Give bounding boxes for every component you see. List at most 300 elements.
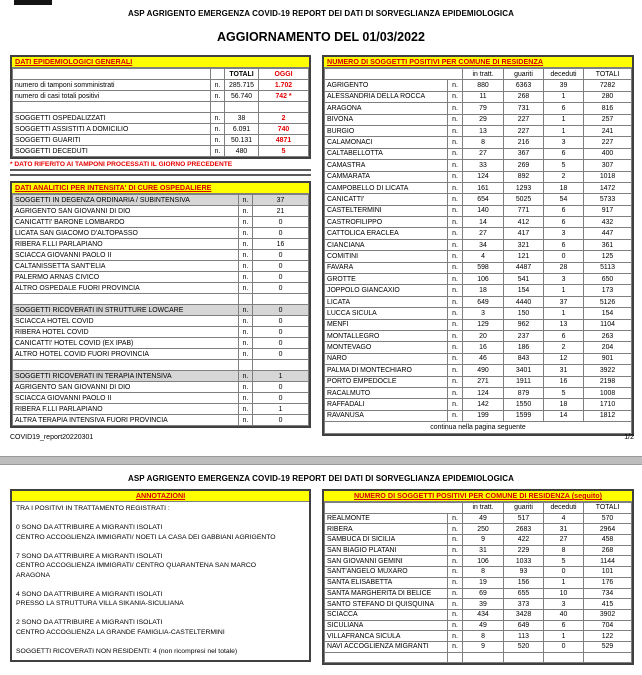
value-cell: 3401: [504, 365, 544, 376]
value-cell: 49: [463, 620, 504, 631]
value-cell: 654: [463, 194, 504, 205]
value-cell: 5733: [584, 194, 632, 205]
value-cell: 29: [463, 114, 504, 125]
value-cell: 237: [504, 330, 544, 341]
table-row: [13, 327, 309, 338]
table-row: [13, 393, 309, 404]
table-row: [325, 513, 632, 524]
table-row: [325, 205, 632, 216]
n-cell: n.: [239, 228, 253, 239]
value-cell: 1550: [504, 399, 544, 410]
value-cell: 227: [504, 125, 544, 136]
value-cell: 124: [463, 387, 504, 398]
value-cell: 268: [504, 91, 544, 102]
value-cell: 1: [544, 114, 584, 125]
table-row: [325, 171, 632, 182]
n-cell: n.: [239, 338, 253, 349]
table-row: [325, 296, 632, 307]
annotation-line: ARAGONA: [16, 571, 50, 579]
value-cell: 3902: [584, 609, 632, 620]
value-cell: 5126: [584, 296, 632, 307]
value-cell: 734: [584, 588, 632, 599]
spacer-cell: [325, 503, 463, 514]
value-cell: 0: [253, 305, 309, 316]
row-label-cell: SCIACCA GIOVANNI PAOLO II: [13, 250, 239, 261]
value-cell: 4: [544, 513, 584, 524]
n-cell: n.: [448, 376, 463, 387]
table-row: [13, 146, 309, 157]
page-divider: [0, 456, 642, 465]
n-cell: n.: [448, 103, 463, 114]
blank-cell: [239, 360, 253, 371]
value-cell: 2198: [584, 376, 632, 387]
n-cell: n.: [448, 556, 463, 567]
value-cell: 5025: [504, 194, 544, 205]
value-cell: 1: [253, 404, 309, 415]
value-cell: 18: [463, 285, 504, 296]
value-cell: 34: [463, 239, 504, 250]
comune-name-cell: SAN GIOVANNI GEMINI: [325, 556, 448, 567]
n-cell: n.: [448, 524, 463, 535]
page-number: 1/2: [624, 434, 634, 441]
blank-cell: [253, 360, 309, 371]
comune-name-cell: BURGIO: [325, 125, 448, 136]
row-label-cell: PALERMO ARNAS CIVICO: [13, 272, 239, 283]
n-cell: n.: [448, 217, 463, 228]
table-row: [325, 239, 632, 250]
n-cell: n.: [448, 171, 463, 182]
value-cell: 447: [584, 228, 632, 239]
n-cell: n.: [448, 239, 463, 250]
value-cell: 27: [463, 148, 504, 159]
value-cell: 598: [463, 262, 504, 273]
value-cell: 3: [544, 274, 584, 285]
oggi-value-cell: 5: [259, 146, 309, 157]
value-cell: 46: [463, 353, 504, 364]
comune-name-cell: ARAGONA: [325, 103, 448, 114]
table-row: [325, 387, 632, 398]
left-column-page2: [10, 489, 311, 662]
comune-name-cell: PALMA DI MONTECHIARO: [325, 365, 448, 376]
n-cell: n.: [239, 415, 253, 426]
value-cell: 3: [544, 599, 584, 610]
n-cell: n.: [448, 228, 463, 239]
table-row: [13, 91, 309, 102]
n-cell: n.: [448, 80, 463, 91]
value-cell: 892: [504, 171, 544, 182]
table-row: [325, 228, 632, 239]
blank-cell: [448, 652, 463, 663]
value-cell: 0: [544, 641, 584, 652]
table-row: [325, 182, 632, 193]
table-row: [325, 194, 632, 205]
value-cell: 917: [584, 205, 632, 216]
value-cell: 154: [504, 285, 544, 296]
n-cell: n.: [448, 251, 463, 262]
blank-cell: [544, 652, 584, 663]
comuni-title: NUMERO DI SOGGETTI POSITIVI PER COMUNE DI RESIDENZA: [324, 57, 632, 68]
table-row: [325, 217, 632, 228]
table-row: [13, 316, 309, 327]
continua-cell: continua nella pagina seguente: [325, 422, 632, 433]
n-cell: n.: [448, 641, 463, 652]
comune-name-cell: CALTABELLOTTA: [325, 148, 448, 159]
comune-name-cell: SAN BIAGIO PLATANI: [325, 545, 448, 556]
table-row: [325, 399, 632, 410]
value-cell: 3: [463, 308, 504, 319]
report-file-name: COVID19_report20220301: [10, 434, 94, 441]
comune-name-cell: SCIACCA: [325, 609, 448, 620]
annotation-line: PRESSO LA STRUTTURA VILLA SIKANIA-SICULIANA: [16, 600, 184, 607]
row-label-cell: SOGGETTI OSPEDALIZZATI: [13, 113, 211, 124]
table-row: [13, 272, 309, 283]
value-cell: 1710: [584, 399, 632, 410]
value-cell: 241: [584, 125, 632, 136]
value-cell: 10: [544, 588, 584, 599]
value-cell: 1018: [584, 171, 632, 182]
value-cell: 3: [544, 228, 584, 239]
table-row: [325, 80, 632, 91]
value-cell: 731: [504, 103, 544, 114]
comune-name-cell: VILLAFRANCA SICULA: [325, 631, 448, 642]
value-cell: 11: [463, 91, 504, 102]
n-cell: n.: [448, 365, 463, 376]
table-row: [325, 148, 632, 159]
n-cell: n.: [448, 353, 463, 364]
page2-columns: [0, 489, 642, 665]
n-cell: n.: [448, 330, 463, 341]
n-cell: n.: [448, 577, 463, 588]
value-cell: 124: [463, 171, 504, 182]
n-cell: n.: [448, 137, 463, 148]
value-cell: 1033: [504, 556, 544, 567]
table-row: [325, 365, 632, 376]
value-cell: 257: [584, 114, 632, 125]
value-cell: 6: [544, 330, 584, 341]
comune-name-cell: MONTALLEGRO: [325, 330, 448, 341]
value-cell: 962: [504, 319, 544, 330]
blank-cell: [13, 294, 239, 305]
n-cell: n.: [448, 160, 463, 171]
value-cell: 20: [463, 330, 504, 341]
value-cell: 27: [463, 228, 504, 239]
row-label-cell: numero di tamponi somministrati: [13, 80, 211, 91]
blank-cell: [584, 652, 632, 663]
col-header-totali: TOTALI: [225, 69, 259, 80]
annotation-line: 2 SONO DA ATTRIBUIRE A MIGRANTI ISOLATI: [16, 619, 163, 626]
value-cell: 16: [463, 342, 504, 353]
row-label-cell: SOGGETTI GUARITI: [13, 135, 211, 146]
value-cell: 37: [253, 195, 309, 206]
row-label-cell: SCIACCA GIOVANNI PAOLO II: [13, 393, 239, 404]
value-cell: 0: [253, 349, 309, 360]
value-cell: 1: [544, 631, 584, 642]
value-cell: 227: [504, 114, 544, 125]
row-label-cell: SOGGETTI DECEDUTI: [13, 146, 211, 157]
table-row: [13, 217, 309, 228]
value-cell: 199: [463, 410, 504, 421]
value-cell: 1: [544, 125, 584, 136]
value-cell: 6: [544, 620, 584, 631]
value-cell: 704: [584, 620, 632, 631]
table-row: [13, 113, 309, 124]
annotation-line: SOGGETTI RICOVERATI NON RESIDENTI: 4 (non ricompresi nel totale): [16, 647, 238, 655]
value-cell: 4: [463, 251, 504, 262]
n-cell: n.: [239, 327, 253, 338]
annotation-line: [12, 609, 309, 619]
n-cell: n.: [448, 114, 463, 125]
value-cell: 150: [504, 308, 544, 319]
comuni-box: [322, 55, 634, 436]
n-cell: n.: [448, 399, 463, 410]
value-cell: 1: [544, 577, 584, 588]
n-cell: n.: [211, 91, 225, 102]
n-cell: n.: [239, 382, 253, 393]
table-row: [13, 404, 309, 415]
value-cell: 307: [584, 160, 632, 171]
value-cell: 31: [544, 524, 584, 535]
table-row: [13, 283, 309, 294]
section-row: [13, 371, 309, 382]
blank-cell: [325, 652, 448, 663]
value-cell: 101: [584, 567, 632, 578]
n-cell: n.: [211, 124, 225, 135]
value-cell: 39: [544, 80, 584, 91]
table-row: [325, 160, 632, 171]
value-cell: 649: [463, 296, 504, 307]
value-cell: 28: [544, 262, 584, 273]
value-cell: 9: [463, 641, 504, 652]
table-row: [13, 124, 309, 135]
section-row: [13, 305, 309, 316]
comune-name-cell: CASTROFILIPPO: [325, 217, 448, 228]
comune-name-cell: NARO: [325, 353, 448, 364]
comune-name-cell: MONTEVAGO: [325, 342, 448, 353]
table-row: [13, 382, 309, 393]
row-label-cell: AGRIGENTO SAN GIOVANNI DI DIO: [13, 382, 239, 393]
hospital-data-box: [10, 181, 311, 428]
col-header-cell: TOTALI: [584, 503, 632, 514]
value-cell: 1104: [584, 319, 632, 330]
value-cell: 541: [504, 274, 544, 285]
row-label-cell: RIBERA HOTEL COVID: [13, 327, 239, 338]
value-cell: 154: [584, 308, 632, 319]
value-cell: 69: [463, 588, 504, 599]
blank-cell: [211, 102, 225, 113]
row-label-cell: numero di casi totali positivi: [13, 91, 211, 102]
value-cell: 18: [544, 399, 584, 410]
blank-cell: [504, 652, 544, 663]
table-row: [325, 91, 632, 102]
value-cell: 49: [463, 513, 504, 524]
table-row: [13, 250, 309, 261]
value-cell: 173: [584, 285, 632, 296]
value-cell: 321: [504, 239, 544, 250]
n-cell: n.: [239, 316, 253, 327]
general-data-title: DATI EPIDEMIOLOGICI GENERALI: [12, 57, 309, 68]
comune-name-cell: SANTA ELISABETTA: [325, 577, 448, 588]
table-row: [325, 410, 632, 421]
double-rule: [10, 169, 311, 176]
table-row: [325, 556, 632, 567]
value-cell: 271: [463, 376, 504, 387]
value-cell: 2: [544, 171, 584, 182]
comune-name-cell: COMITINI: [325, 251, 448, 262]
right-column: [322, 55, 634, 436]
blank-cell: [259, 102, 309, 113]
table-row: [325, 567, 632, 578]
spacer-cell: [13, 69, 211, 80]
value-cell: 6: [544, 217, 584, 228]
value-cell: 106: [463, 274, 504, 285]
value-cell: 156: [504, 577, 544, 588]
comune-name-cell: CANICATTI': [325, 194, 448, 205]
value-cell: 216: [504, 137, 544, 148]
comune-name-cell: CAMASTRA: [325, 160, 448, 171]
n-cell: n.: [448, 205, 463, 216]
table-row: [325, 274, 632, 285]
value-cell: 79: [463, 103, 504, 114]
value-cell: 13: [544, 319, 584, 330]
value-cell: 16: [544, 376, 584, 387]
totali-value-cell: 38: [225, 113, 259, 124]
row-label-cell: RIBERA F.LLI PARLAPIANO: [13, 239, 239, 250]
value-cell: 5: [544, 556, 584, 567]
col-header-cell: guariti: [504, 69, 544, 80]
blank-cell: [225, 102, 259, 113]
value-cell: 8: [544, 545, 584, 556]
table-row: [325, 114, 632, 125]
row-label-cell: ALTRO HOTEL COVID FUORI PROVINCIA: [13, 349, 239, 360]
value-cell: 122: [584, 631, 632, 642]
table-row: [325, 631, 632, 642]
value-cell: 3428: [504, 609, 544, 620]
n-cell: n.: [448, 620, 463, 631]
comune-name-cell: SANTA MARGHERITA DI BELICE: [325, 588, 448, 599]
comune-name-cell: ALESSANDRIA DELLA ROCCA: [325, 91, 448, 102]
n-cell: n.: [239, 239, 253, 250]
n-cell: n.: [448, 262, 463, 273]
value-cell: 54: [544, 194, 584, 205]
table-row: [13, 349, 309, 360]
value-cell: 31: [463, 545, 504, 556]
comune-name-cell: SICULIANA: [325, 620, 448, 631]
value-cell: 1293: [504, 182, 544, 193]
left-column: [10, 55, 311, 428]
value-cell: 422: [504, 535, 544, 546]
table-row: [13, 135, 309, 146]
value-cell: 0: [253, 261, 309, 272]
totali-value-cell: 480: [225, 146, 259, 157]
n-cell: n.: [448, 296, 463, 307]
value-cell: 229: [504, 545, 544, 556]
value-cell: 250: [463, 524, 504, 535]
n-cell: n.: [448, 148, 463, 159]
comune-name-cell: CALAMONACI: [325, 137, 448, 148]
row-label-cell: ALTRA TERAPIA INTENSIVA FUORI PROVINCIA: [13, 415, 239, 426]
table-row: [325, 125, 632, 136]
value-cell: 0: [253, 327, 309, 338]
n-cell: n.: [448, 410, 463, 421]
value-cell: 280: [584, 91, 632, 102]
table-row: [13, 102, 309, 113]
table-row: [325, 103, 632, 114]
value-cell: 6: [544, 239, 584, 250]
value-cell: 140: [463, 205, 504, 216]
comune-name-cell: AGRIGENTO: [325, 80, 448, 91]
n-cell: n.: [448, 535, 463, 546]
annotation-line: 0 SONO DA ATTRIBUIRE A MIGRANTI ISOLATI: [16, 524, 163, 531]
value-cell: 176: [584, 577, 632, 588]
row-label-cell: SCIACCA HOTEL COVID: [13, 316, 239, 327]
value-cell: 1008: [584, 387, 632, 398]
value-cell: 27: [544, 535, 584, 546]
value-cell: 6363: [504, 80, 544, 91]
annotation-line: CENTRO ACCOGLIENZA IMMIGRATI/ NOETI LA CASA DEI GABBIANI AGRIGENTO: [16, 533, 276, 541]
table-row: [325, 599, 632, 610]
value-cell: 0: [253, 272, 309, 283]
value-cell: 0: [253, 338, 309, 349]
value-cell: 227: [584, 137, 632, 148]
value-cell: 0: [253, 250, 309, 261]
value-cell: 268: [584, 545, 632, 556]
value-cell: 771: [504, 205, 544, 216]
value-cell: 0: [253, 316, 309, 327]
value-cell: 529: [584, 641, 632, 652]
right-column-page2: [322, 489, 634, 665]
value-cell: 0: [253, 393, 309, 404]
comuni-table: [324, 68, 632, 434]
document-header: ASP AGRIGENTO EMERGENZA COVID-19 REPORT DEI DATI DI SORVEGLIANZA EPIDEMIOLOGICA: [127, 9, 514, 18]
table-header-row: [325, 69, 632, 80]
value-cell: 142: [463, 399, 504, 410]
value-cell: 1812: [584, 410, 632, 421]
comune-name-cell: NAVI ACCOGLIENZA MIGRANTI: [325, 641, 448, 652]
comune-name-cell: LICATA: [325, 296, 448, 307]
value-cell: 6: [544, 205, 584, 216]
value-cell: 901: [584, 353, 632, 364]
row-label-cell: CALTANISSETTA SANT'ELIA: [13, 261, 239, 272]
totali-value-cell: 285.715: [225, 80, 259, 91]
table-row: [13, 228, 309, 239]
table-row: [325, 137, 632, 148]
row-label-cell: AGRIGENTO SAN GIOVANNI DI DIO: [13, 206, 239, 217]
col-header-cell: in tratt.: [463, 69, 504, 80]
value-cell: 161: [463, 182, 504, 193]
row-label-cell: SOGGETTI RICOVERATI IN TERAPIA INTENSIVA: [13, 371, 239, 382]
blank-cell: [253, 294, 309, 305]
table-row: [13, 261, 309, 272]
col-header-cell: deceduti: [544, 503, 584, 514]
report-page-2: [0, 465, 642, 665]
blank-cell: [13, 360, 239, 371]
value-cell: 2683: [504, 524, 544, 535]
value-cell: 570: [584, 513, 632, 524]
table-row: [13, 360, 309, 371]
comune-name-cell: RAFFADALI: [325, 399, 448, 410]
totali-value-cell: 50.131: [225, 135, 259, 146]
value-cell: 0: [253, 217, 309, 228]
value-cell: 204: [584, 342, 632, 353]
oggi-value-cell: 1.702: [259, 80, 309, 91]
table-row: [325, 376, 632, 387]
n-cell: n.: [239, 305, 253, 316]
value-cell: 520: [504, 641, 544, 652]
n-cell: n.: [211, 146, 225, 157]
n-cell: n.: [448, 588, 463, 599]
n-cell: n.: [448, 194, 463, 205]
blank-cell: [13, 102, 211, 113]
